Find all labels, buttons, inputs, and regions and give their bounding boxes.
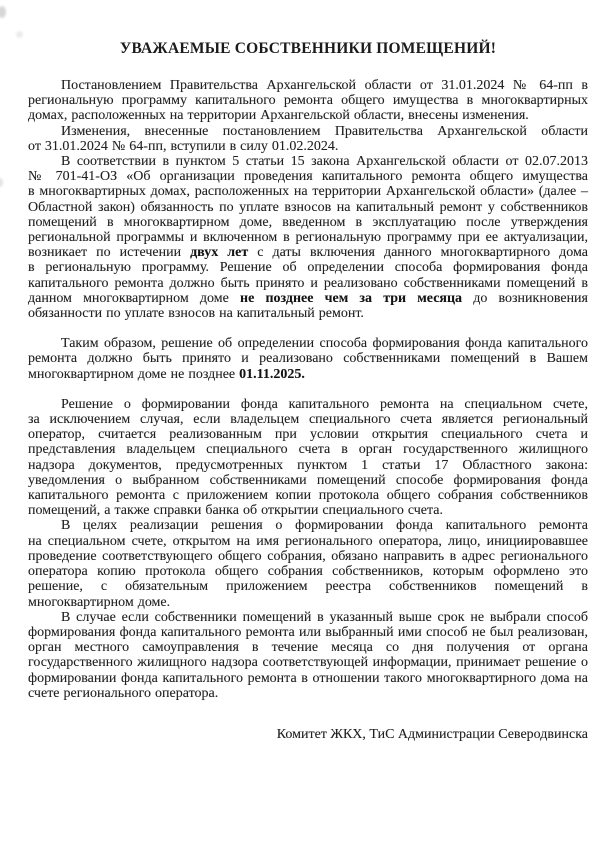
text-run: Решение о формировании фонда капитального ремонта на специальном счете, за исключением случая, если владельцем специального счета является региональный оператор, считается реализованным при условии открытия специального счета и представления владельцем специального счета в орган государственного жилищного надзора документов, предусмотренных пунктом 1 статьи 17 Областного закона: уведомления о выбранном собственниками помещений способе формирования фонда капитального ремонта с приложением копии протокола общего собрания собственников помещений, а также справки банка об открытии специального счета. [28,396,588,519]
document-body [28,78,588,701]
text-run: В целях реализации решения о формировании фонда капитального ремонта на специальном счете, открытом на имя регионального оператора, лицо, инициировавшее проведение соответствующего общего собрания, обязано направить в адрес регионального оператора копию протокола общего собрания собственников, которым оформлено это решение, с обязательным приложением реестра собственников помещений в многоквартирном доме. [28,518,588,610]
text-run: Таким образом, решение об определении способа формирования фонда капитального ремонта должно быть принято и реализовано собственниками помещений в Вашем многоквартирном доме не позднее [28,336,588,382]
document-title: УВАЖАЕМЫЕ СОБСТВЕННИКИ ПОМЕЩЕНИЙ! [119,40,497,57]
paragraph [28,154,588,321]
text-run: до возникновения обязанности по уплате взносов на капитальный ремонт. [28,290,588,322]
text-run: В соответствии в пунктом 5 статьи 15 закона Архангельской области от 02.07.2013 № 701-41-ОЗ «Об организации проведения капитального ремонта общего имущества в многоквартирных домах, расположенных на территории Архангельской области» (далее – Областной закон) обязанность по уплате взносов на капитальный ремонт у собственников помещений в многоквартирном доме, введенном в эксплуатацию после утверждения региональной программы и включенном в региональную программу при ее актуализации, возникает по истечении [28,154,588,261]
scan-artifact [16,31,23,38]
paragraph [28,397,588,519]
text-run: Изменения, внесенные постановлением Правительства Архангельской области от 31.01.2024 № 64-пп, вступили в силу 01.02.2024. [28,123,588,154]
text-run: с даты включения данного многоквартирного дома в региональную программу. Решение об определении способа формирования фонда капитального ремонта должно быть принято и реализовано собственниками помещений в данном многоквартирном доме [28,245,589,306]
paragraph [28,78,588,124]
bold-text-run: двух лет [190,245,249,261]
scan-artifact [0,178,3,187]
bold-text-run: не позднее чем за три месяца [240,290,463,306]
paragraph [28,336,588,382]
text-run: Постановлением Правительства Архангельской области от 31.01.2024 № 64-пп в региональную программу капитального ремонта общего имущества в многоквартирных домах, расположенных на территории Архангельской области, внесены изменения. [28,78,588,124]
document-content [28,40,588,742]
bold-text-run: 01.11.2025. [239,366,305,382]
paragraph [28,610,588,701]
signature-line: Комитет ЖКХ, ТиС Администрации Северодвинска [276,726,588,742]
scan-artifact [0,6,6,18]
text-run: В случае если собственники помещений в указанный выше срок не выбрали способ формирования фонда капитального ремонта или выбранный ими способ не был реализован, орган местного самоуправления в течение месяца со дня получения от органа государственного жилищного надзора соответствующей информации, принимает решение о формировании фонда капитального ремонта в отношении такого многоквартирного дома на счете регионального оператора. [28,609,588,701]
paragraph [28,518,588,609]
paragraph [28,124,588,154]
